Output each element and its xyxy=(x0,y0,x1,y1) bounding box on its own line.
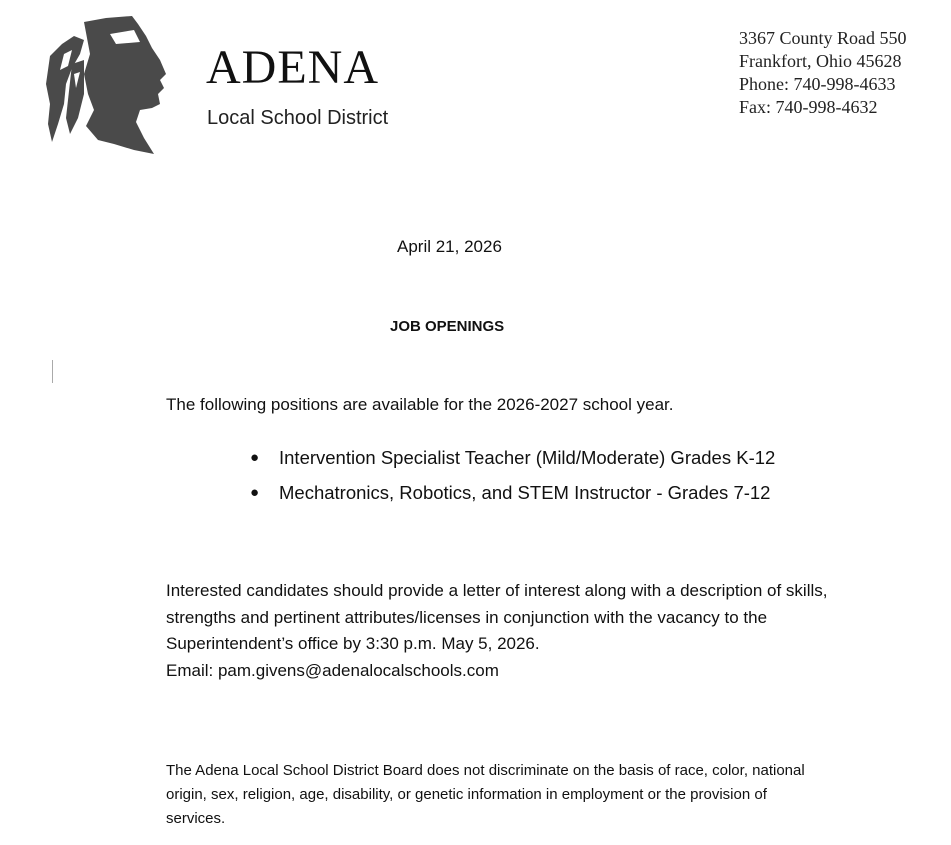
intro-paragraph: The following positions are available for the 2026-2027 school year. xyxy=(166,395,674,414)
street-address: 3367 County Road 550 xyxy=(739,28,907,48)
instructions-line: Interested candidates should provide a letter of interest along with a description of skills, xyxy=(166,581,828,600)
contact-email: Email: pam.givens@adenalocalschools.com xyxy=(166,660,499,680)
district-subtitle: Local School District xyxy=(207,107,389,129)
position-list-item xyxy=(250,482,770,504)
warrior-head-logo-icon xyxy=(44,14,170,156)
application-instructions xyxy=(166,578,827,684)
bullet-icon: ● xyxy=(250,449,260,466)
district-name-logo: ADENA xyxy=(206,41,379,94)
disclaimer-line: origin, sex, religion, age, disability, or genetic information in employment or the provision of xyxy=(166,786,767,803)
position-title: Mechatronics, Robotics, and STEM Instructor - Grades 7-12 xyxy=(279,482,771,503)
disclaimer-line: The Adena Local School District Board does not discriminate on the basis of race, color, national xyxy=(166,762,805,779)
position-title: Intervention Specialist Teacher (Mild/Moderate) Grades K-12 xyxy=(279,447,776,468)
text-cursor-marker xyxy=(52,360,53,383)
bullet-icon: ● xyxy=(250,484,260,501)
letter-date: April 21, 2026 xyxy=(397,237,502,256)
fax-number: Fax: 740-998-4632 xyxy=(739,97,878,117)
phone-number: Phone: 740-998-4633 xyxy=(739,74,896,94)
position-list-item xyxy=(250,447,775,469)
instructions-line: Superintendent’s office by 3:30 p.m. May 5, 2026. xyxy=(166,634,540,653)
instructions-line: strengths and pertinent attributes/licenses in conjunction with the vacancy to the xyxy=(166,607,768,627)
contact-address-block xyxy=(739,27,907,119)
page-title: JOB OPENINGS xyxy=(390,318,505,335)
disclaimer-line: services. xyxy=(166,810,226,827)
nondiscrimination-statement xyxy=(166,759,805,831)
city-state-zip: Frankfort, Ohio 45628 xyxy=(739,51,902,71)
